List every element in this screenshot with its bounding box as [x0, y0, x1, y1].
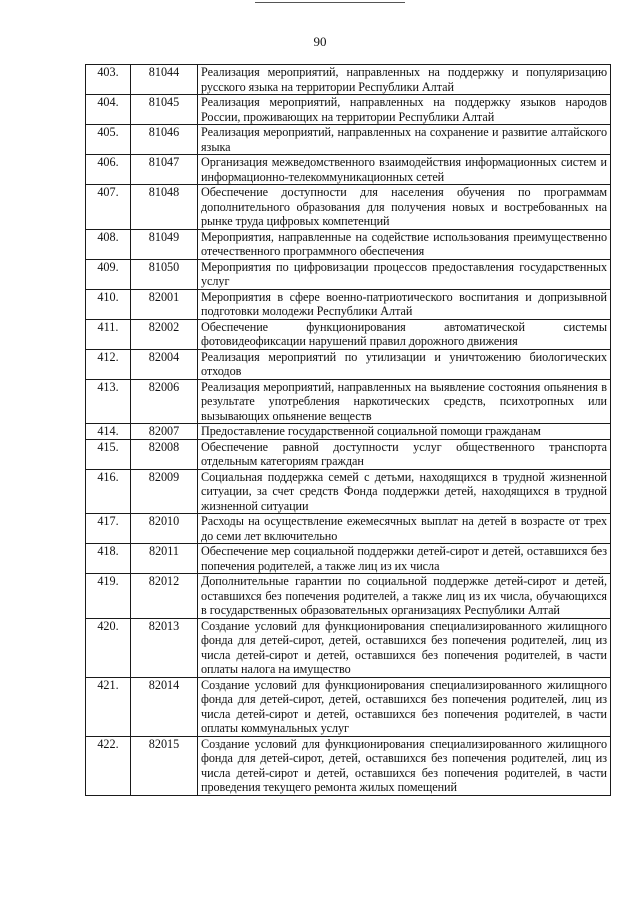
description-cell: Расходы на осуществление ежемесячных выплат на детей в возрасте от трех до семи лет включительно	[198, 514, 611, 544]
row-number-cell: 405.	[86, 125, 131, 155]
table-row	[86, 469, 611, 514]
description-cell: Реализация мероприятий, направленных на сохранение и развитие алтайского языка	[198, 125, 611, 155]
code-cell: 82008	[131, 439, 198, 469]
table-row	[86, 618, 611, 677]
description-cell: Дополнительные гарантии по социальной поддержке детей-сирот и детей, оставшихся без попечения родителей, а также лиц из их числа, обучающихся в государственных образовательных организациях Республики Алтай	[198, 574, 611, 619]
row-number-cell: 412.	[86, 349, 131, 379]
code-cell: 81048	[131, 185, 198, 230]
table-row	[86, 424, 611, 440]
code-cell: 81044	[131, 65, 198, 95]
row-number-cell: 409.	[86, 259, 131, 289]
code-cell: 82001	[131, 289, 198, 319]
code-cell: 82004	[131, 349, 198, 379]
table-row	[86, 125, 611, 155]
table-row	[86, 185, 611, 230]
page-number: 90	[313, 34, 327, 49]
row-number-cell: 421.	[86, 677, 131, 736]
table-row	[86, 379, 611, 424]
description-cell: Реализация мероприятий, направленных на поддержку и популяризацию русского языка на территории Республики Алтай	[198, 65, 611, 95]
table-row	[86, 65, 611, 95]
table-row	[86, 574, 611, 619]
description-cell: Создание условий для функционирования специализированного жилищного фонда для детей-сирот, детей, оставшихся без попечения родителей, лиц из числа детей-сирот и детей, оставшихся без попечения родителей, в части оплаты налога на имущество	[198, 618, 611, 677]
code-cell: 82007	[131, 424, 198, 440]
row-number-cell: 417.	[86, 514, 131, 544]
description-cell: Мероприятия по цифровизации процессов предоставления государственных услуг	[198, 259, 611, 289]
description-cell: Предоставление государственной социальной помощи гражданам	[198, 424, 611, 440]
row-number-cell: 403.	[86, 65, 131, 95]
table-row	[86, 349, 611, 379]
row-number-cell: 406.	[86, 155, 131, 185]
code-cell: 82012	[131, 574, 198, 619]
table-row	[86, 95, 611, 125]
code-cell: 81045	[131, 95, 198, 125]
description-cell: Обеспечение доступности для населения обучения по программам дополнительного образования для получения новых и востребованных на рынке труда цифровых компетенций	[198, 185, 611, 230]
code-cell: 82011	[131, 544, 198, 574]
code-cell: 81047	[131, 155, 198, 185]
code-cell: 81049	[131, 229, 198, 259]
code-cell: 82015	[131, 736, 198, 795]
code-cell: 82013	[131, 618, 198, 677]
row-number-cell: 411.	[86, 319, 131, 349]
table-row	[86, 319, 611, 349]
table-row	[86, 155, 611, 185]
description-cell: Реализация мероприятий, направленных на поддержку языков народов России, проживающих на территории Республики Алтай	[198, 95, 611, 125]
top-rule	[255, 2, 405, 3]
row-number-cell: 420.	[86, 618, 131, 677]
row-number-cell: 419.	[86, 574, 131, 619]
code-cell: 82006	[131, 379, 198, 424]
table-row	[86, 544, 611, 574]
description-cell: Реализация мероприятий, направленных на выявление состояния опьянения в результате употребления наркотических средств, психотропных или вызывающих опьянение веществ	[198, 379, 611, 424]
table-row	[86, 439, 611, 469]
row-number-cell: 416.	[86, 469, 131, 514]
row-number-cell: 404.	[86, 95, 131, 125]
row-number-cell: 415.	[86, 439, 131, 469]
code-cell: 81046	[131, 125, 198, 155]
table-row	[86, 677, 611, 736]
row-number-cell: 413.	[86, 379, 131, 424]
description-cell: Социальная поддержка семей с детьми, находящихся в трудной жизненной ситуации, за счет средств Фонда поддержки детей, находящихся в трудной жизненной ситуации	[198, 469, 611, 514]
table-row	[86, 736, 611, 795]
code-cell: 82009	[131, 469, 198, 514]
description-cell: Реализация мероприятий по утилизации и уничтожению биологических отходов	[198, 349, 611, 379]
row-number-cell: 407.	[86, 185, 131, 230]
code-cell: 82002	[131, 319, 198, 349]
description-cell: Обеспечение равной доступности услуг общественного транспорта отдельным категориям граждан	[198, 439, 611, 469]
row-number-cell: 422.	[86, 736, 131, 795]
description-cell: Обеспечение функционирования автоматической системы фотовидеофиксации нарушений правил дорожного движения	[198, 319, 611, 349]
row-number-cell: 410.	[86, 289, 131, 319]
description-cell: Мероприятия, направленные на содействие использования преимущественно отечественного программного обеспечения	[198, 229, 611, 259]
description-cell: Организация межведомственного взаимодействия информационных систем и информационно-телекоммуникационных сетей	[198, 155, 611, 185]
code-cell: 81050	[131, 259, 198, 289]
table-row	[86, 229, 611, 259]
description-cell: Создание условий для функционирования специализированного жилищного фонда для детей-сирот, детей, оставшихся без попечения родителей, лиц из числа детей-сирот и детей, оставшихся без попечения родителей, в части оплаты коммунальных услуг	[198, 677, 611, 736]
description-cell: Создание условий для функционирования специализированного жилищного фонда для детей-сирот, детей, оставшихся без попечения родителей, лиц из числа детей-сирот и детей, оставшихся без попечения родителей, в части проведения текущего ремонта жилых помещений	[198, 736, 611, 795]
description-cell: Обеспечение мер социальной поддержки детей-сирот и детей, оставшихся без попечения родителей, а также лиц из их числа	[198, 544, 611, 574]
code-cell: 82010	[131, 514, 198, 544]
table-row	[86, 514, 611, 544]
table-body	[86, 65, 611, 796]
code-cell: 82014	[131, 677, 198, 736]
budget-codes-table	[85, 64, 611, 796]
table-row	[86, 259, 611, 289]
row-number-cell: 418.	[86, 544, 131, 574]
row-number-cell: 414.	[86, 424, 131, 440]
description-cell: Мероприятия в сфере военно-патриотического воспитания и допризывной подготовки молодежи Республики Алтай	[198, 289, 611, 319]
row-number-cell: 408.	[86, 229, 131, 259]
table-row	[86, 289, 611, 319]
